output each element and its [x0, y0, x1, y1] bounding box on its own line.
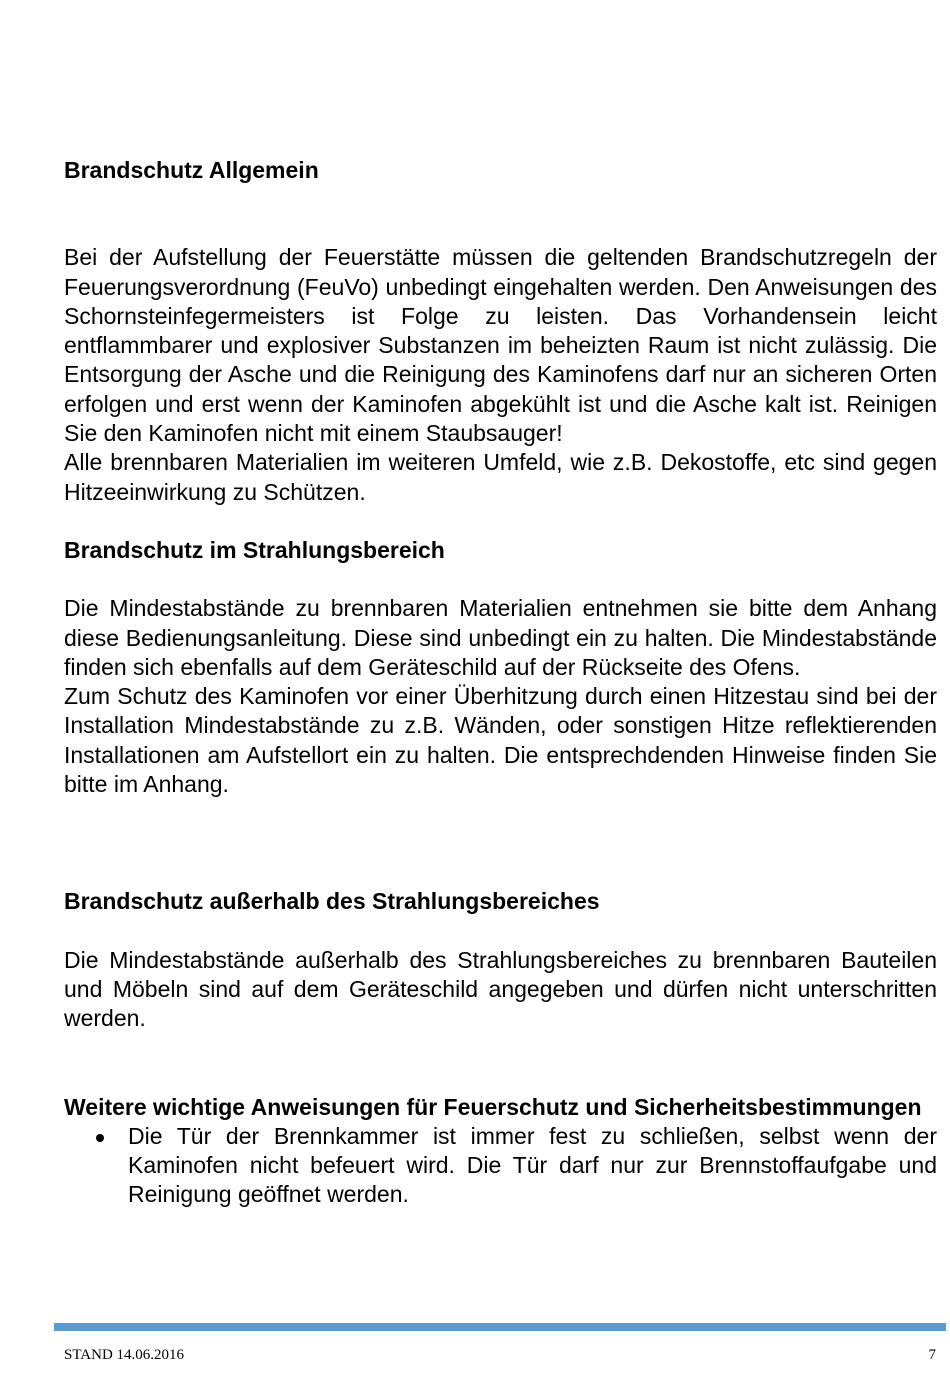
- paragraph: Die Mindestabstände zu brennbaren Materialien entnehmen sie bitte dem Anhang diese Bedienungsanleitung. Diese sind unbedingt ein zu halten. Die Mindestabstände finden sich ebenfalls auf dem Geräteschild auf der Rückseite des Ofens.: [64, 595, 937, 680]
- bullet-icon: [96, 1134, 104, 1142]
- spacer: [64, 507, 937, 536]
- paragraph: Zum Schutz des Kaminofen vor einer Überhitzung durch einen Hitzestau sind bei der Installation Mindestabstände zu z.B. Wänden, oder sonstigen Hitze reflektierenden Installationen am Aufstellort ein zu halten. Die entsprechdenden Hinweise finden Sie bitte im Anhang.: [64, 683, 937, 798]
- footer-rule: [54, 1323, 946, 1331]
- paragraph: Die Mindestabstände außerhalb des Strahlungsbereiches zu brennbaren Bauteilen und Möbeln sind auf dem Geräteschild angegeben und dürfen nicht unterschritten werden.: [64, 946, 937, 1032]
- section-heading-brandschutz-allgemein: Brandschutz Allgemein: [64, 157, 319, 183]
- spacer: [64, 799, 937, 887]
- section-heading-ausserhalb-strahlungsbereich: Brandschutz außerhalb des Strahlungsbereiches: [64, 888, 600, 915]
- page-number: 7: [928, 1347, 936, 1363]
- list-item-text: Die Tür der Brennkammer ist immer fest zu schließen, selbst wenn der Kaminofen nicht befeuert wird. Die Tür darf nur zur Brennstoffaufgabe und Reinigung geöffnet werden.: [128, 1122, 937, 1208]
- spacer: [64, 1034, 937, 1093]
- list-item: [64, 1122, 937, 1210]
- bullet-list: [64, 1122, 937, 1210]
- section-heading-strahlungsbereich: Brandschutz im Strahlungsbereich: [64, 536, 445, 563]
- paragraph: Bei der Aufstellung der Feuerstätte müssen die geltenden Brandschutzregeln der Feuerungsverordnung (FeuVo) unbedingt eingehalten werden. Den Anweisungen des Schornsteinfegermeisters ist Folge zu leisten. Das Vorhandensein leicht entflammbarer und explosiver Substanzen im beheizten Raum ist nicht zulässig. Die Entsorgung der Asche und die Reinigung des Kaminofens darf nur an sicheren Orten erfolgen und erst wenn der Kaminofen abgekühlt ist und die Asche kalt ist. Reinigen Sie den Kaminofen nicht mit einem Staubsauger!: [64, 244, 937, 447]
- section-heading-weitere-anweisungen: Weitere wichtige Anweisungen für Feuerschutz und Sicherheitsbestimmungen: [64, 1093, 922, 1120]
- spacer: [64, 565, 937, 594]
- paragraph: Alle brennbaren Materialien im weiteren Umfeld, wie z.B. Dekostoffe, etc sind gegen Hitzeeinwirkung zu Schützen.: [64, 449, 937, 505]
- spacer: [64, 917, 937, 946]
- footer-stand-date: STAND 14.06.2016: [64, 1347, 185, 1363]
- page-content: [64, 156, 937, 1210]
